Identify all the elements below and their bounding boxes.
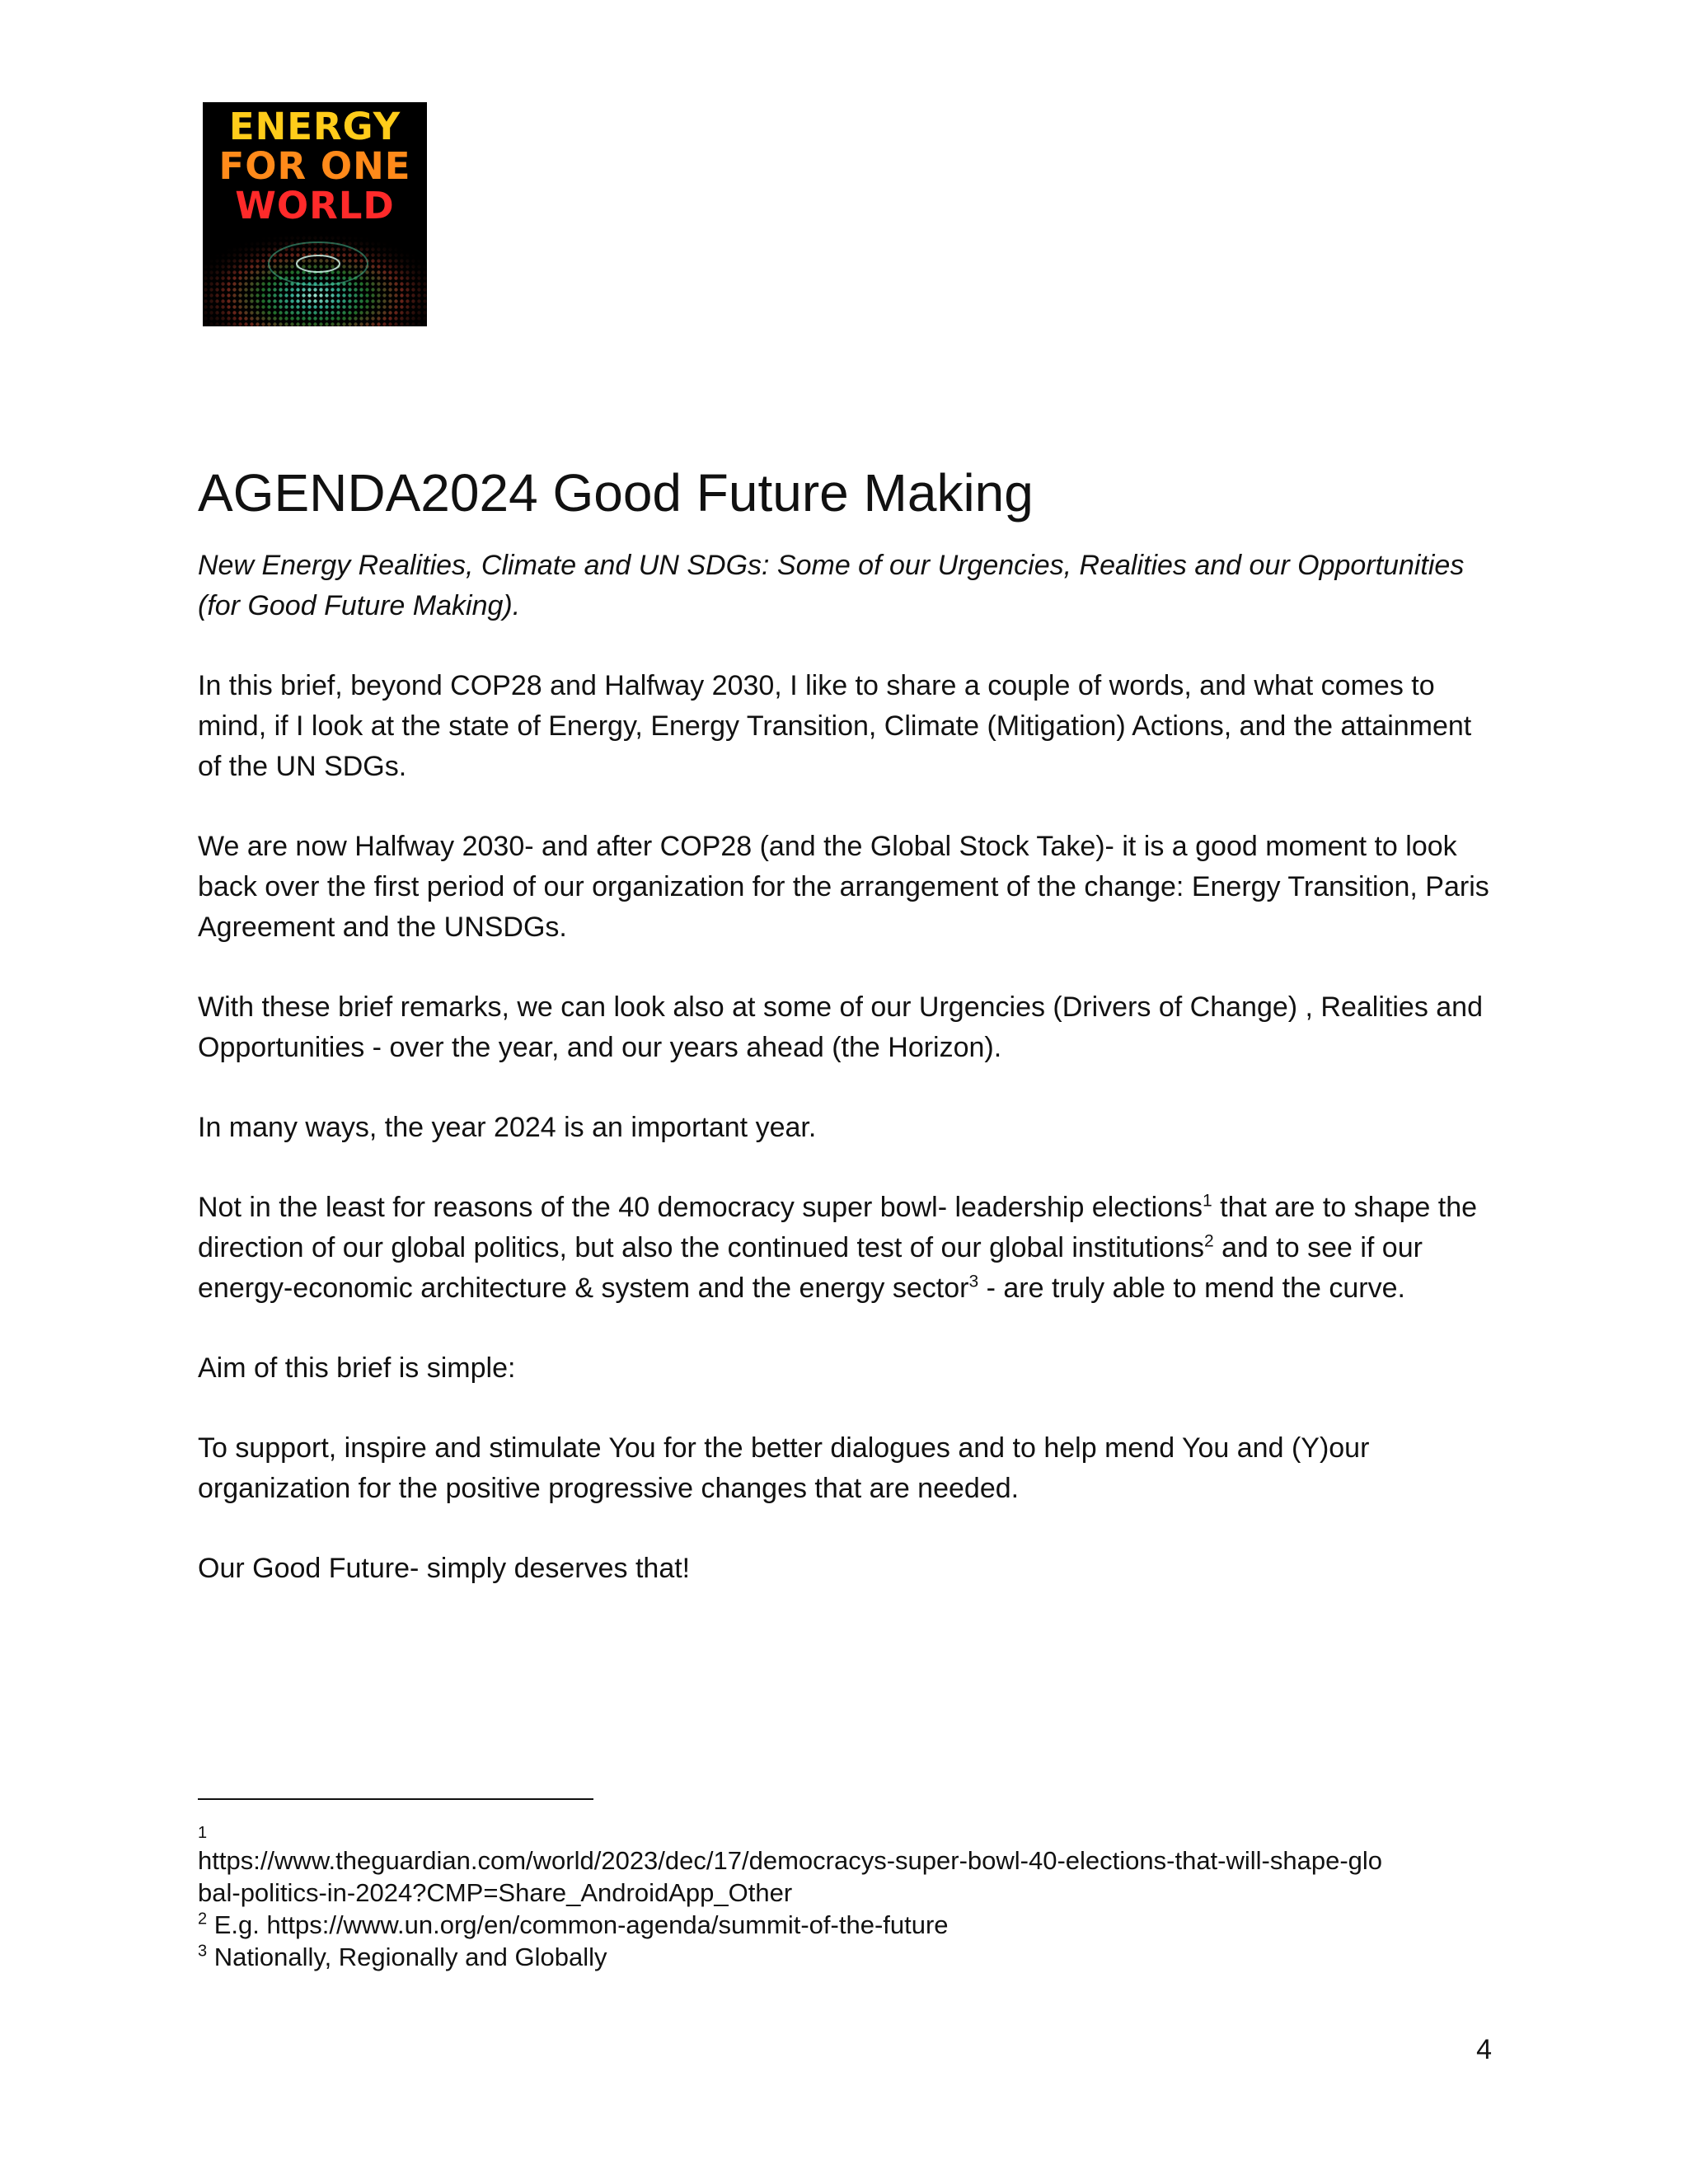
logo-line-2: FOR ONE — [218, 144, 411, 188]
footnote-3 — [198, 1941, 1492, 1973]
paragraph-elections — [198, 1188, 1492, 1309]
footnote-separator — [198, 1798, 593, 1800]
footnote-2 — [198, 1909, 1492, 1941]
footnote-ref-3[interactable]: 3 — [968, 1272, 979, 1291]
footnote-1-link-line-2[interactable]: bal-politics-in-2024?CMP=Share_AndroidApp_Other — [198, 1878, 793, 1907]
logo-wordmark — [203, 107, 427, 226]
footnote-3-number: 3 — [198, 1942, 208, 1961]
document-body — [198, 546, 1492, 1629]
footnote-ref-1[interactable]: 1 — [1203, 1191, 1212, 1211]
footnote-1-link-line-1[interactable]: https://www.theguardian.com/world/2023/dec/17/democracys-super-bowl-40-elections-that-will-shape-glo — [198, 1846, 1383, 1875]
footnotes — [198, 1821, 1492, 1973]
elections-text-part-4: - are truly able to mend the curve. — [978, 1272, 1405, 1304]
logo-line-1: ENERGY — [228, 105, 401, 148]
page-title: AGENDA2024 Good Future Making — [198, 463, 1034, 523]
footnote-1 — [198, 1821, 1492, 1909]
elections-text-part-1: Not in the least for reasons of the 40 democracy super bowl- leadership elections — [198, 1192, 1203, 1223]
paragraph-important-year: In many ways, the year 2024 is an important year. — [198, 1112, 817, 1143]
paragraph-intro: In this brief, beyond COP28 and Halfway 2030, I like to share a couple of words, and what comes to mind, if I look at the state of Energy, Energy Transition, Climate (Mitigation) Actions, and the attainment of the UN SDGs. — [198, 670, 1472, 782]
logo-line-3: WORLD — [235, 184, 395, 227]
energy-for-one-world-logo — [203, 102, 427, 326]
footnote-2-text[interactable]: E.g. https://www.un.org/en/common-agenda/summit-of-the-future — [213, 1910, 949, 1939]
paragraph-remarks: With these brief remarks, we can look also at some of our Urgencies (Drivers of Change) , Realities and Opportunities - over the year, and our years ahead (the Horizon). — [198, 991, 1483, 1063]
footnote-2-number: 2 — [198, 1910, 208, 1929]
elections-text-part-2: that are to shape the direction of our global politics, but also the continued test of our global institutions — [198, 1192, 1478, 1263]
footnote-1-number: 1 — [198, 1824, 208, 1842]
paragraph-support: To support, inspire and stimulate You for the better dialogues and to help mend You and (Y)our organization for the positive progressive changes that are needed. — [198, 1432, 1370, 1504]
document-subtitle: New Energy Realities, Climate and UN SDGs: Some of our Urgencies, Realities and our Opportunities (for Good Future Making). — [198, 550, 1465, 621]
paragraph-closing: Our Good Future- simply deserves that! — [198, 1553, 691, 1584]
paragraph-halfway: We are now Halfway 2030- and after COP28 (and the Global Stock Take)- it is a good moment to look back over the first period of our organization for the arrangement of the change: Energy Transition, Paris Agreement and the UNSDGs. — [198, 831, 1489, 943]
page-number: 4 — [1476, 2034, 1492, 2065]
paragraph-aim: Aim of this brief is simple: — [198, 1352, 516, 1384]
footnote-ref-2[interactable]: 2 — [1203, 1231, 1214, 1251]
elections-text-part-3: and to see if our energy-economic architecture & system and the energy sector — [198, 1232, 1423, 1304]
footnote-3-text: Nationally, Regionally and Globally — [213, 1943, 607, 1971]
